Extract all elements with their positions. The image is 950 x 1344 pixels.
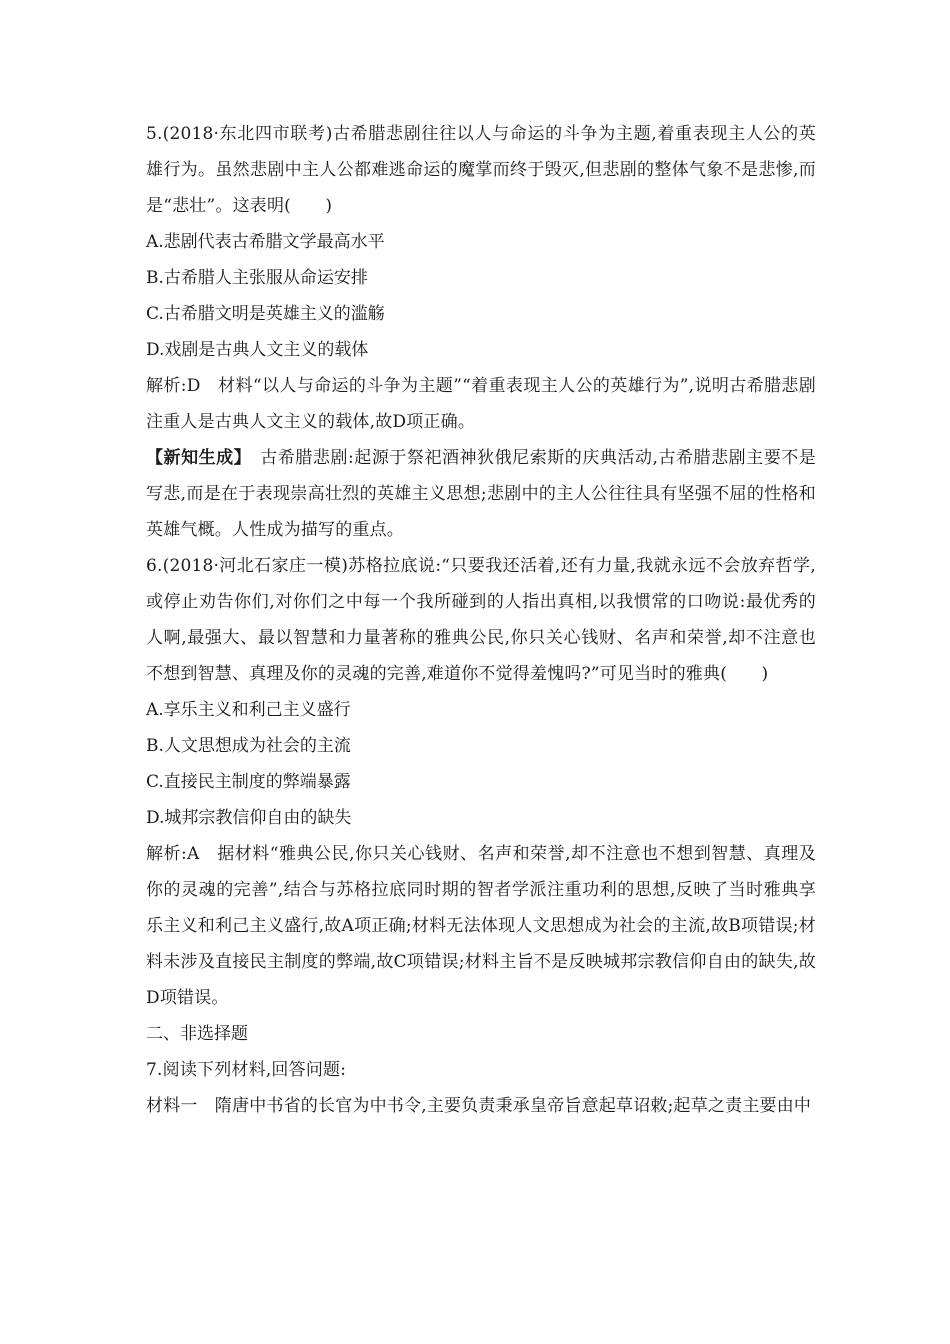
note-label: 【新知生成】 bbox=[146, 448, 243, 468]
section-title-non-choice: 二、非选择题 bbox=[146, 1024, 248, 1044]
question-6-stem: 6.(2018·河北石家庄一模)苏格拉底说:“只要我还活着,还有力量,我就永远不会放弃哲学,或停止劝告你们,对你们之中每一个我所碰到的人指出真相,以我惯常的口吻说:最优秀的人啊,最强大、最以智慧和力量著称的雅典公民,你只关心钱财、名声和荣誉,却不注意也不想到智慧、真理及你的灵魂的完善,难道你不觉得羞愧吗?”可见当时的雅典( ) bbox=[146, 556, 816, 684]
question-7-stem: 7.阅读下列材料,回答问题: bbox=[146, 1060, 347, 1080]
question-5-option-b: B.古希腊人主张服从命运安排 bbox=[146, 268, 368, 288]
question-6-option-d: D.城邦宗教信仰自由的缺失 bbox=[146, 808, 352, 828]
document-page bbox=[146, 116, 816, 1124]
question-5-option-c: C.古希腊文明是英雄主义的滥觞 bbox=[146, 304, 385, 324]
question-5-note bbox=[146, 440, 816, 548]
question-6-option-b: B.人文思想成为社会的主流 bbox=[146, 736, 351, 756]
note-text: 古希腊悲剧:起源于祭祀酒神狄俄尼索斯的庆典活动,古希腊悲剧主要不是写悲,而是在于表现崇高壮烈的英雄主义思想;悲剧中的主人公往往具有坚强不屈的性格和英雄气概。人性成为描写的重点。 bbox=[146, 448, 816, 540]
question-6-option-c: C.直接民主制度的弊端暴露 bbox=[146, 772, 351, 792]
question-5-stem: 5.(2018·东北四市联考)古希腊悲剧往往以人与命运的斗争为主题,着重表现主人公的英雄行为。虽然悲剧中主人公都难逃命运的魔掌而终于毁灭,但悲剧的整体气象不是悲惨,而是“悲壮”。这表明( ) bbox=[146, 124, 816, 216]
question-7-material-1: 材料一 隋唐中书省的长官为中书令,主要负责秉承皇帝旨意起草诏敕;起草之责主要由中 bbox=[146, 1096, 812, 1116]
question-6-analysis: 解析:A 据材料“雅典公民,你只关心钱财、名声和荣誉,却不注意也不想到智慧、真理及你的灵魂的完善”,结合与苏格拉底同时期的智者学派注重功利的思想,反映了当时雅典享乐主义和利己主义盛行,故A项正确;材料无法体现人文思想成为社会的主流,故B项错误;材料未涉及直接民主制度的弊端,故C项错误;材料主旨不是反映城邦宗教信仰自由的缺失,故D项错误。 bbox=[146, 844, 816, 1008]
question-5-option-a: A.悲剧代表古希腊文学最高水平 bbox=[146, 232, 385, 252]
question-6-option-a: A.享乐主义和利己主义盛行 bbox=[146, 700, 351, 720]
question-5-option-d: D.戏剧是古典人文主义的载体 bbox=[146, 340, 369, 360]
question-5-analysis: 解析:D 材料“以人与命运的斗争为主题”“着重表现主人公的英雄行为”,说明古希腊悲剧注重人是古典人文主义的载体,故D项正确。 bbox=[146, 376, 816, 432]
